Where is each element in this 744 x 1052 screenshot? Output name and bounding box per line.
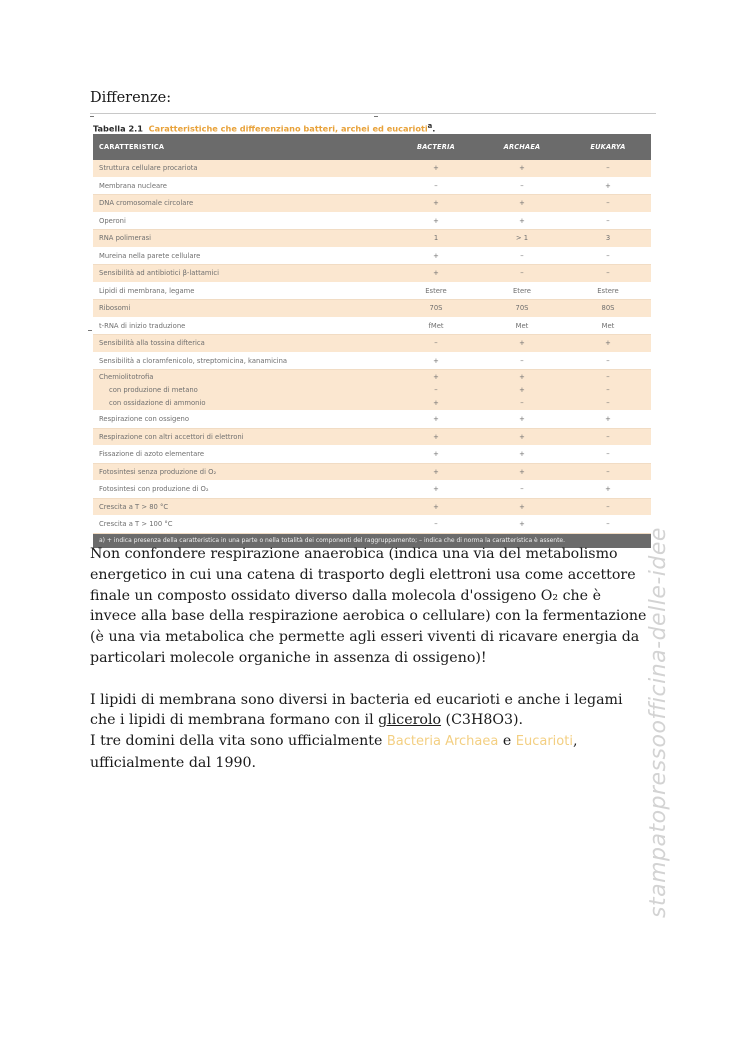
cell-eukarya: +: [565, 335, 651, 353]
row-label: Sensibilità alla tossina difterica: [93, 335, 393, 353]
characteristics-table: [93, 118, 651, 548]
table-row: [93, 446, 651, 464]
cell-bacteria: fMet: [393, 317, 479, 335]
crop-mark: [374, 116, 378, 117]
table-row: [93, 498, 651, 516]
paragraph-domains-mid: e: [498, 733, 516, 750]
accent-bacteria-archaea: Bacteria Archaea: [386, 734, 499, 750]
table-row: [93, 516, 651, 534]
table-row: [93, 335, 651, 353]
cell-eukarya: –: [565, 195, 651, 213]
cell-bacteria: +: [393, 352, 479, 370]
crop-mark: [88, 330, 92, 331]
row-label: Sensibilità ad antibiotici β-lattamici: [93, 265, 393, 283]
cell-value: +: [519, 372, 525, 381]
table-caption: Tabella 2.1 Caratteristiche che differenziano batteri, archei ed eucarioti$^a$.: [93, 122, 436, 134]
paragraph-lipids: [90, 690, 648, 732]
cell-archaea: –: [479, 247, 565, 265]
table-row: [93, 160, 651, 177]
cell-bacteria: –: [393, 516, 479, 534]
cell-eukarya: –: [565, 463, 651, 481]
paragraph-domains-text: I tre domini della vita sono ufficialmente: [90, 733, 387, 750]
cell-archaea: –: [479, 481, 565, 499]
cell-archaea: +: [479, 463, 565, 481]
table-row: [93, 177, 651, 195]
row-sublabel: con ossidazione di ammonio: [109, 398, 206, 407]
row-label: Ribosomi: [93, 300, 393, 318]
cell-archaea: 70S: [479, 300, 565, 318]
cell-bacteria: [393, 370, 479, 411]
cell-eukarya: +: [565, 177, 651, 195]
body-text: [90, 544, 648, 774]
row-label: Fotosintesi con produzione di O₂: [93, 481, 393, 499]
row-label: Respirazione con altri accettori di elettroni: [93, 428, 393, 446]
cell-bacteria: 70S: [393, 300, 479, 318]
cell-value: –: [606, 372, 610, 381]
table-row: [93, 265, 651, 283]
cell-subvalue: –: [520, 398, 524, 407]
cell-eukarya: +: [565, 411, 651, 429]
cell-subvalue: +: [433, 398, 439, 407]
table-row: [93, 481, 651, 499]
divider-line: [90, 113, 656, 114]
table-row: [93, 411, 651, 429]
column-header-eukarya: EUKARYA: [590, 143, 626, 151]
table-row: [93, 212, 651, 230]
cell-archaea: Met: [479, 317, 565, 335]
cell-eukarya: –: [565, 247, 651, 265]
table-row: [93, 300, 651, 318]
cell-archaea: +: [479, 516, 565, 534]
cell-bacteria: +: [393, 265, 479, 283]
cell-bacteria: +: [393, 481, 479, 499]
row-label: Fissazione di azoto elementare: [93, 446, 393, 464]
cell-archaea: +: [479, 446, 565, 464]
cell-eukarya: +: [565, 481, 651, 499]
row-label: Mureina nella parete cellulare: [93, 247, 393, 265]
cell-subvalue: –: [606, 398, 610, 407]
cell-bacteria: +: [393, 247, 479, 265]
cell-bacteria: +: [393, 212, 479, 230]
cell-archaea: +: [479, 195, 565, 213]
table-footnote: a) + indica presenza della caratteristica in una parte o nella totalità dei componenti del raggruppamento; – indica che di norma la caratteristica è assente.: [93, 534, 651, 548]
table-grid: [93, 134, 651, 534]
table-row: [93, 282, 651, 300]
cell-value: +: [433, 372, 439, 381]
cell-bacteria: +: [393, 411, 479, 429]
table-label: Tabella 2.1: [93, 123, 143, 134]
crop-mark: [90, 116, 94, 117]
cell-eukarya: Estere: [565, 282, 651, 300]
cell-eukarya: –: [565, 352, 651, 370]
cell-archaea: –: [479, 177, 565, 195]
cell-archaea: +: [479, 498, 565, 516]
page-heading: Differenze:: [90, 90, 172, 106]
cell-bacteria: –: [393, 335, 479, 353]
cell-eukarya: 80S: [565, 300, 651, 318]
paragraph-domains: [90, 731, 648, 774]
row-label: Crescita a T > 100 °C: [93, 516, 393, 534]
row-label: Lipidi di membrana, legame: [93, 282, 393, 300]
accent-eucarioti: Eucarioti: [515, 734, 573, 750]
column-header-archaea: ARCHAEA: [503, 143, 541, 151]
paragraph-domains-end: , ufficialmente dal 1990.: [90, 733, 578, 771]
row-label: Membrana nucleare: [93, 177, 393, 195]
cell-eukarya: –: [565, 212, 651, 230]
column-header-bacteria: BACTERIA: [416, 143, 455, 151]
paragraph-lipids-text: I lipidi di membrana sono diversi in bacteria ed eucarioti e anche i legami che i lipidi di membrana formano con il: [90, 691, 623, 729]
cell-bacteria: +: [393, 428, 479, 446]
cell-subvalue: –: [606, 385, 610, 394]
row-label: Sensibilità a cloramfenicolo, streptomicina, kanamicina: [93, 352, 393, 370]
row-label: [93, 370, 393, 411]
table-row: [93, 317, 651, 335]
cell-archaea: [479, 370, 565, 411]
cell-eukarya: –: [565, 428, 651, 446]
paragraph-lipids-end: (C3H8O3).: [441, 712, 524, 729]
cell-archaea: +: [479, 212, 565, 230]
cell-bacteria: +: [393, 463, 479, 481]
row-label: Struttura cellulare procariota: [93, 160, 393, 177]
row-label: t-RNA di inizio traduzione: [93, 317, 393, 335]
cell-archaea: +: [479, 160, 565, 177]
row-label: RNA polimerasi: [93, 230, 393, 248]
row-label: Operoni: [93, 212, 393, 230]
cell-eukarya: –: [565, 160, 651, 177]
row-sublabel: con produzione di metano: [109, 385, 198, 394]
cell-subvalue: –: [434, 385, 438, 394]
row-label: DNA cromosomale circolare: [93, 195, 393, 213]
table-row: [93, 230, 651, 248]
cell-eukarya: [565, 370, 651, 411]
table-row: [93, 428, 651, 446]
table-header-row: [93, 134, 651, 160]
cell-archaea: Etere: [479, 282, 565, 300]
column-header-characteristic: CARATTERISTICA: [99, 143, 165, 151]
cell-bacteria: +: [393, 160, 479, 177]
cell-archaea: +: [479, 428, 565, 446]
cell-eukarya: –: [565, 516, 651, 534]
cell-eukarya: –: [565, 446, 651, 464]
row-label: Fotosintesi senza produzione di O₂: [93, 463, 393, 481]
cell-bacteria: Estere: [393, 282, 479, 300]
cell-eukarya: –: [565, 498, 651, 516]
cell-eukarya: Met: [565, 317, 651, 335]
table-row: [93, 195, 651, 213]
cell-bacteria: +: [393, 446, 479, 464]
table-row: [93, 463, 651, 481]
cell-archaea: +: [479, 335, 565, 353]
cell-bacteria: 1: [393, 230, 479, 248]
cell-subvalue: +: [519, 385, 525, 394]
table-row: [93, 352, 651, 370]
cell-archaea: > 1: [479, 230, 565, 248]
row-label: Respirazione con ossigeno: [93, 411, 393, 429]
paragraph-respiration: Non confondere respirazione anaerobica (indica una via del metabolismo energetico in cui una catena di trasporto degli elettroni usa come accettore finale un composto ossidato diverso dalla molecola d'ossigeno O₂ che è invece alla base della respirazione aerobica o cellulare) con la fermentazione (è una via metabolica che permette agli esseri viventi di ricavare energia da particolari molecole organiche in assenza di ossigeno)!: [90, 546, 647, 666]
cell-bacteria: +: [393, 195, 479, 213]
glicerolo-link[interactable]: glicerolo: [378, 712, 442, 729]
table-row: [93, 247, 651, 265]
table-row: [93, 370, 651, 411]
cell-archaea: –: [479, 352, 565, 370]
cell-archaea: +: [479, 411, 565, 429]
cell-bacteria: +: [393, 498, 479, 516]
table-title: Caratteristiche che differenziano batteri, archei ed eucarioti: [148, 123, 428, 134]
cell-bacteria: –: [393, 177, 479, 195]
row-label: Crescita a T > 80 °C: [93, 498, 393, 516]
cell-eukarya: 3: [565, 230, 651, 248]
watermark: stampatopressoofficina-delle-idee: [646, 527, 671, 918]
table-title-sup: a: [427, 122, 433, 130]
cell-archaea: –: [479, 265, 565, 283]
row-label-main: Chemiolitotrofia: [99, 372, 154, 381]
cell-eukarya: –: [565, 265, 651, 283]
